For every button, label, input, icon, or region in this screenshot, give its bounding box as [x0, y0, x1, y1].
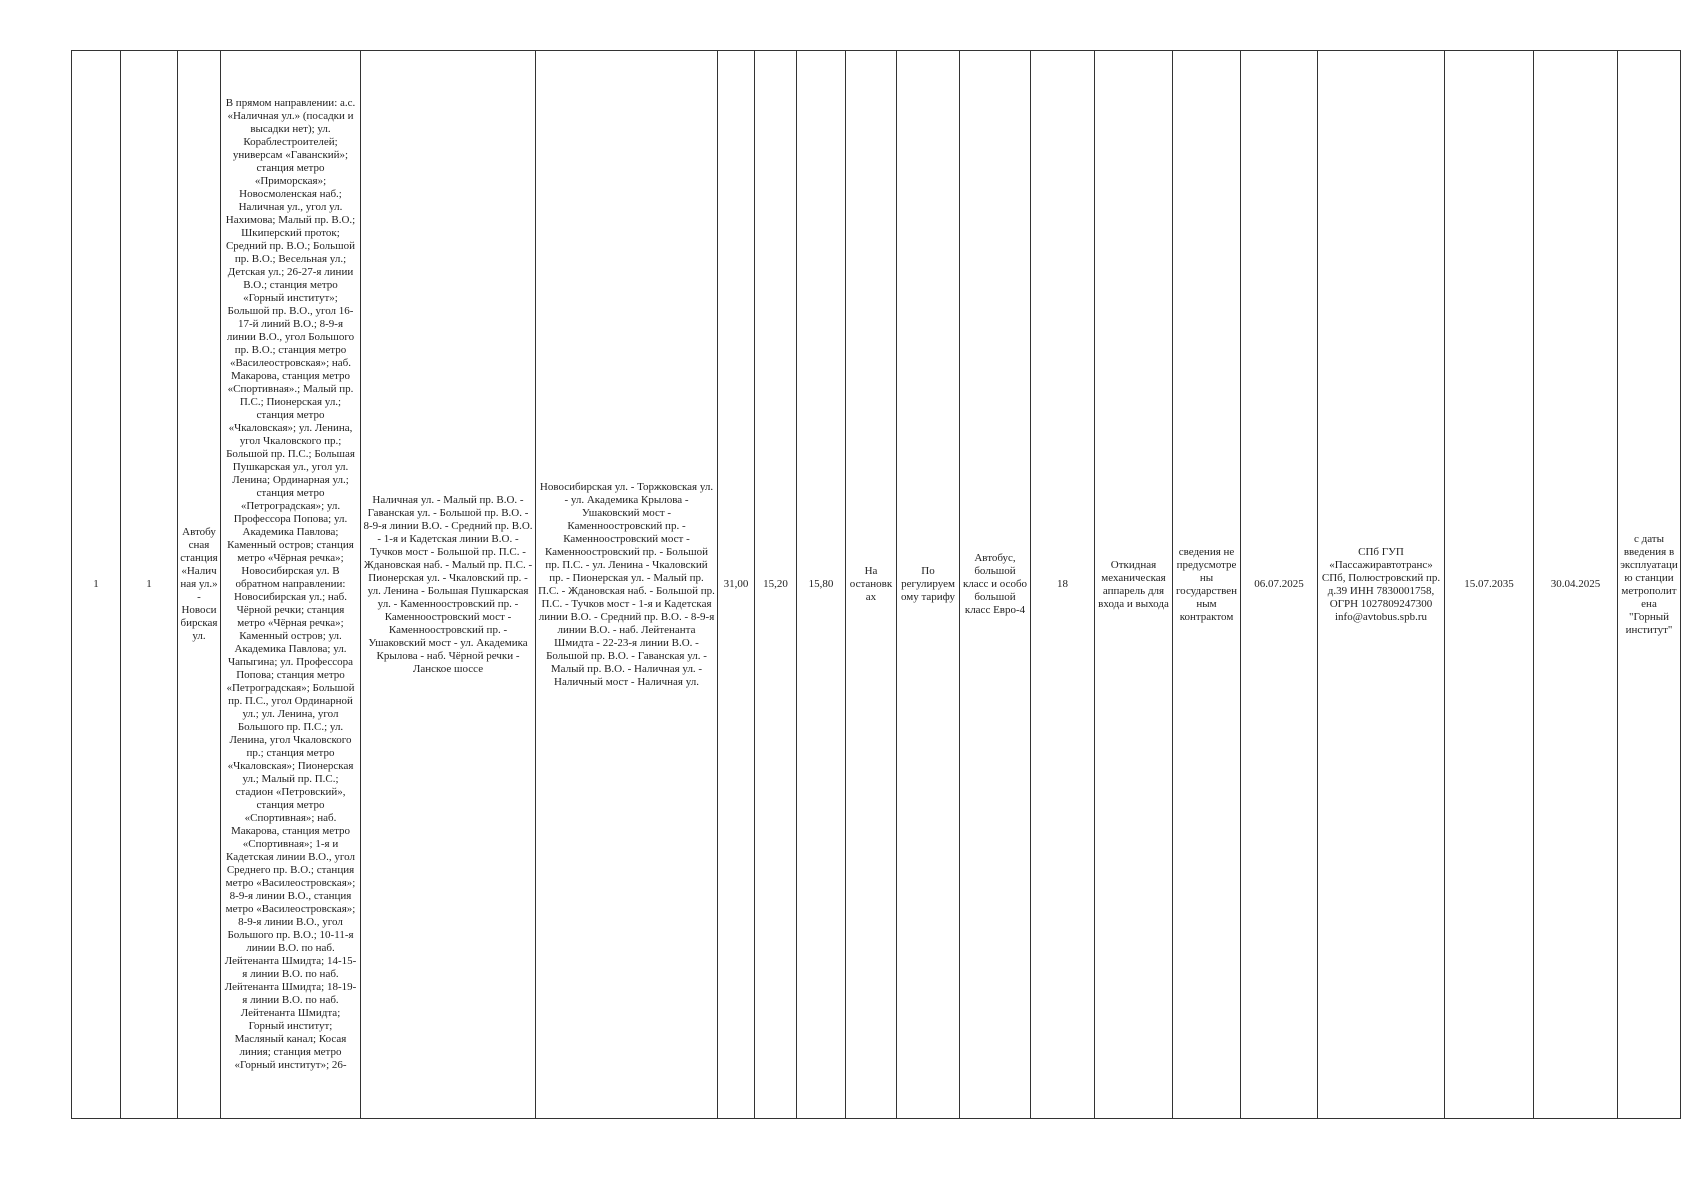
cell-contract-info: сведения не предусмотрены государственным контрактом: [1173, 51, 1241, 1119]
cell-streets-forward: Наличная ул. - Малый пр. В.О. - Гаванская ул. - Большой пр. В.О. - 8-9-я линии В.О. - Средний пр. В.О. - 1-я и Кадетская линии В.О. - Тучков мост - Большой пр. П.С. - Ждановская наб. - Малый пр. П.С. - Пионерская ул. - Чкаловский пр. - ул. Ленина - Большая Пушкарская ул. - Каменноостровский пр. - Каменноостровский мост - Каменноостровский пр. - Ушаковский мост - ул. Академика Крылова - наб. Чёрной речки - Ланское шоссе: [361, 51, 536, 1119]
cell-vehicle-class: Автобус, большой класс и особо большой класс Евро-4: [960, 51, 1031, 1119]
cell-length-backward: 15,80: [797, 51, 846, 1119]
cell-contract-end: 15.07.2035: [1445, 51, 1534, 1119]
cell-carrier: СПб ГУП «Пассажиравтотранс» СПб, Полюстровский пр. д.39 ИНН 7830001758, ОГРН 1027809247300 info@avtobus.spb.ru: [1318, 51, 1445, 1119]
cell-start-date: 06.07.2025: [1241, 51, 1318, 1119]
table-row: [72, 51, 1681, 1119]
cell-length-forward: 15,20: [755, 51, 797, 1119]
cell-streets-backward: Новосибирская ул. - Торжковская ул. - ул. Академика Крылова - Ушаковский мост - Каменноостровский пр. - Каменноостровский мост - Каменноостровский пр. - Большой пр. П.С. - ул. Ленина - Чкаловский пр. - Пионерская ул. - Малый пр. П.С. - Ждановская наб. - Большой пр. П.С. - Тучков мост - 1-я и Кадетская линии В.О. - Средний пр. В.О. - 8-9-я линии В.О. - наб. Лейтенанта Шмидта - 22-23-я линии В.О. - Большой пр. В.О. - Гаванская ул. - Малый пр. В.О. - Наличная ул. - Наличный мост - Наличная ул.: [536, 51, 718, 1119]
cell-vehicle-features: Откидная механическая аппарель для входа и выхода: [1095, 51, 1173, 1119]
cell-change-date: 30.04.2025: [1534, 51, 1618, 1119]
cell-length-total: 31,00: [718, 51, 755, 1119]
route-registry-table: [71, 50, 1681, 1119]
cell-vehicle-count: 18: [1031, 51, 1095, 1119]
cell-reg-number: 1: [72, 51, 121, 1119]
cell-boarding-order: На остановках: [846, 51, 897, 1119]
cell-note: с даты введения в эксплуатацию станции метрополитена "Горный институт": [1618, 51, 1681, 1119]
cell-route-number: 1: [121, 51, 178, 1119]
cell-route-name: Автобусная станция «Наличная ул.» - Новосибирская ул.: [178, 51, 221, 1119]
cell-transport-type: По регулируемому тарифу: [897, 51, 960, 1119]
cell-stops: В прямом направлении: а.с. «Наличная ул.» (посадки и высадки нет); ул. Кораблестроителей; универсам «Гаванский»; станция метро «Приморская»; Новосмоленская наб.; Наличная ул., угол ул. Нахимова; Малый пр. В.О.; Шкиперский проток; Средний пр. В.О.; Большой пр. В.О.; Весельная ул.; Детская ул.; 26-27-я линии В.О.; станция метро «Горный институт»; Большой пр. В.О., угол 16-17-й линий В.О.; 8-9-я линии В.О., угол Большого пр. В.О.; станция метро «Василеостровская»; наб. Макарова, станция метро «Спортивная».; Малый пр. П.С.; Пионерская ул.; станция метро «Чкаловская»; ул. Ленина, угол Чкаловского пр.; Большой пр. П.С.; Большая Пушкарская ул., угол ул. Ленина; Ординарная ул.; станция метро «Петроградская»; ул. Профессора Попова; ул. Академика Павлова; Каменный остров; станция метро «Чёрная речка»; Новосибирская ул. В обратном направлении: Новосибирская ул.; наб. Чёрной речки; станция метро «Чёрная речка»; Каменный остров; ул. Академика Павлова; ул. Чапыгина; ул. Профессора Попова; станция метро «Петроградская»; Большой пр. П.С., угол Ординарной ул.; ул. Ленина, угол Большого пр. П.С.; ул. Ленина, угол Чкаловского пр.; станция метро «Чкаловская»; Пионерская ул.; Малый пр. П.С.; стадион «Петровский», станция метро «Спортивная»; наб. Макарова, станция метро «Спортивная»; 1-я и Кадетская линии В.О., угол Среднего пр. В.О.; станция метро «Василеостровская»; 8-9-я линии В.О., станция метро «Василеостровская»; 8-9-я линии В.О., угол Большого пр. В.О.; 10-11-я линии В.О. по наб. Лейтенанта Шмидта; 14-15-я линии В.О. по наб. Лейтенанта Шмидта; 18-19-я линии В.О. по наб. Лейтенанта Шмидта; Горный институт; Масляный канал; Косая линия; станция метро «Горный институт»; 26-: [221, 51, 361, 1119]
